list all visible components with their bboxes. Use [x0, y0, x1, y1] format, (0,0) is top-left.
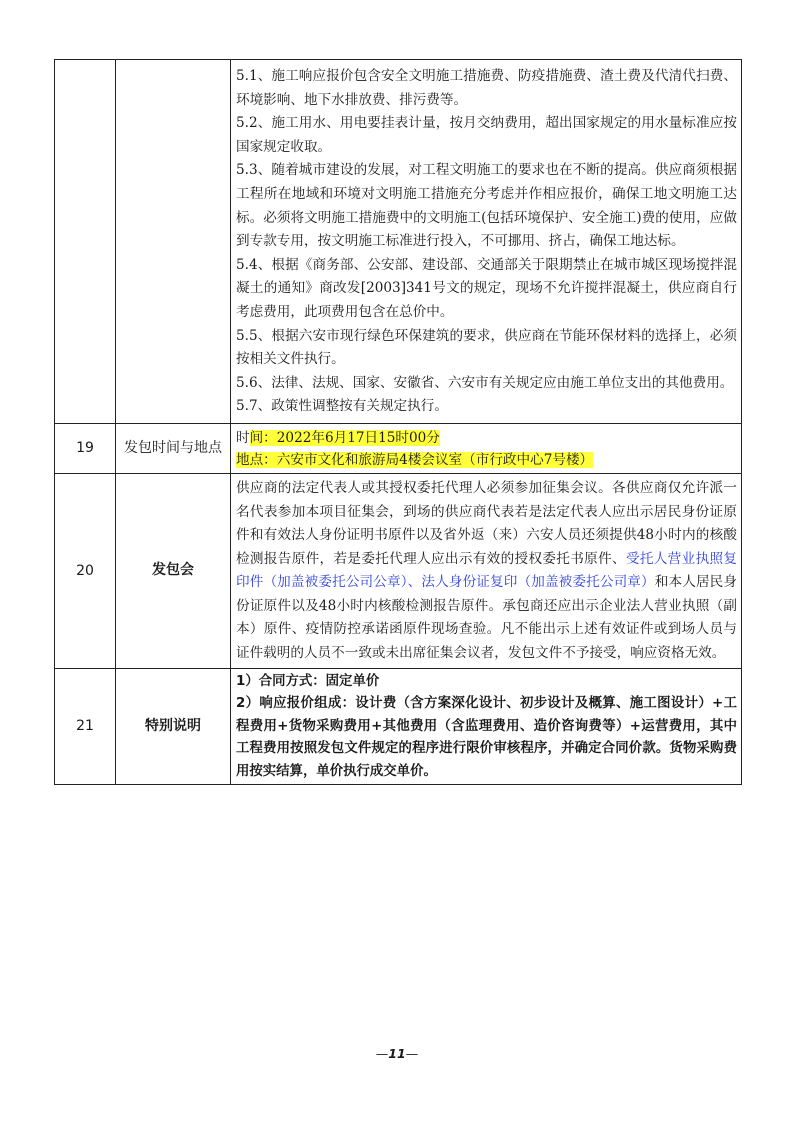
- clause-5-6: 5.6、法律、法规、国家、安徽省、六安市有关规定应由施工单位支出的其他费用。: [236, 374, 734, 391]
- row-number: 21: [55, 668, 116, 785]
- bid-time-highlight: 间：2022年6月17日15时00分: [249, 429, 440, 446]
- clause-5-5: 5.5、根据六安市现行绿色环保建筑的要求，供应商在节能环保材料的选择上，必须按相关文件执行。: [236, 327, 737, 368]
- page-number-value: 11: [388, 1046, 406, 1061]
- clause-5-7: 5.7、政策性调整按有关规定执行。: [236, 398, 448, 415]
- requirements-blue-text: 受托人营业执照复印件（加盖被委托公司公章）、法人身份证复印（加盖被委托公司章）: [236, 550, 738, 591]
- requirements-text-a: 供应商的法定代表人或其授权委托代理人必须参加征集会议。各供应商仅允许派一名代表参加本项目征集会，到场的供应商代表若是法定代表人应出示居民身份证原件和有效法人身份证明书原件以及省外返（来）六安人员还须提供48小时内的核酸检测报告原件，若是委托代理人应出示有效的授权委托书原件、: [236, 479, 737, 567]
- page-number: [0, 1046, 794, 1061]
- clause-5-3: 5.3、随着城市建设的发展，对工程文明施工的要求也在不断的提高。供应商须根据工程所在地域和环境对文明施工措施充分考虑并作相应报价，确保工地文明施工达标。必须将文明施工措施费中的文明施工(包括环境保护、安全施工)费的使用，应做到专款专用，按文明施工标准进行投入，不可挪用、挤占，确保工地达标。: [236, 162, 737, 250]
- row-content-cell: [231, 423, 742, 473]
- page-number-dash-right: —: [405, 1046, 419, 1061]
- row-content-cell: [231, 668, 742, 785]
- bid-time-prefix: 时: [236, 429, 250, 446]
- bid-time: [236, 427, 737, 449]
- table-row-21: [55, 668, 742, 785]
- row-content-cell: [231, 473, 742, 668]
- clause-5-4: 5.4、根据《商务部、公安部、建设部、交通部关于限期禁止在城市城区现场搅拌混凝土的通知》商改发[2003]341号文的规定，现场不允许搅拌混凝土，供应商自行考虑费用，此项费用包含在总价中。: [236, 256, 737, 320]
- table-row-19: [55, 423, 742, 473]
- row-label: 特别说明: [116, 668, 231, 785]
- contract-type: 1）合同方式：固定单价: [236, 673, 380, 689]
- clause-5-2: 5.2、施工用水、用电要挂表计量，按月交纳费用，超出国家规定的用水量标准应按国家规定收取。: [236, 115, 737, 155]
- requirements-table: [54, 59, 742, 785]
- bid-place: [236, 449, 737, 471]
- row-label-cell: [116, 60, 231, 424]
- bid-place-highlight: 地点：六安市文化和旅游局4楼会议室（市行政中心7号楼）: [236, 451, 594, 468]
- row-label: 发包会: [116, 473, 231, 668]
- table-row-20: [55, 473, 742, 668]
- clause-5-1: 5.1、施工响应报价包含安全文明施工措施费、防疫措施费、渣土费及代清代扫费、环境影响、地下水排放费、排污费等。: [236, 68, 737, 108]
- row-number: 20: [55, 473, 116, 668]
- row-number: 19: [55, 423, 116, 473]
- row-label: 发包时间与地点: [116, 423, 231, 473]
- row-content-cell: [231, 60, 742, 424]
- requirements-text-b: 和本人居民身份证原件以及48小时内核酸检测报告原件。承包商还应出示企业法人营业执照（副本）原件、疫情防控承诺函原件现场查验。凡不能出示上述有效证件或到场人员与证件载明的人员不一致或未出席征集会议者，发包文件不予接受，响应资格无效。: [236, 574, 737, 662]
- row-number-cell: [55, 60, 116, 424]
- price-composition: 2）响应报价组成：设计费（含方案深化设计、初步设计及概算、施工图设计）+工程费用+货物采购费用+其他费用（含监理费用、造价咨询费等）+运营费用，其中工程费用按照发包文件规定的程序进行限价审核程序，并确定合同价款。货物采购费用按实结算，单价执行成交单价。: [236, 696, 737, 779]
- page-number-dash-left: —: [375, 1046, 389, 1061]
- meeting-requirements: [236, 477, 737, 666]
- table-row-continuation: [55, 60, 742, 424]
